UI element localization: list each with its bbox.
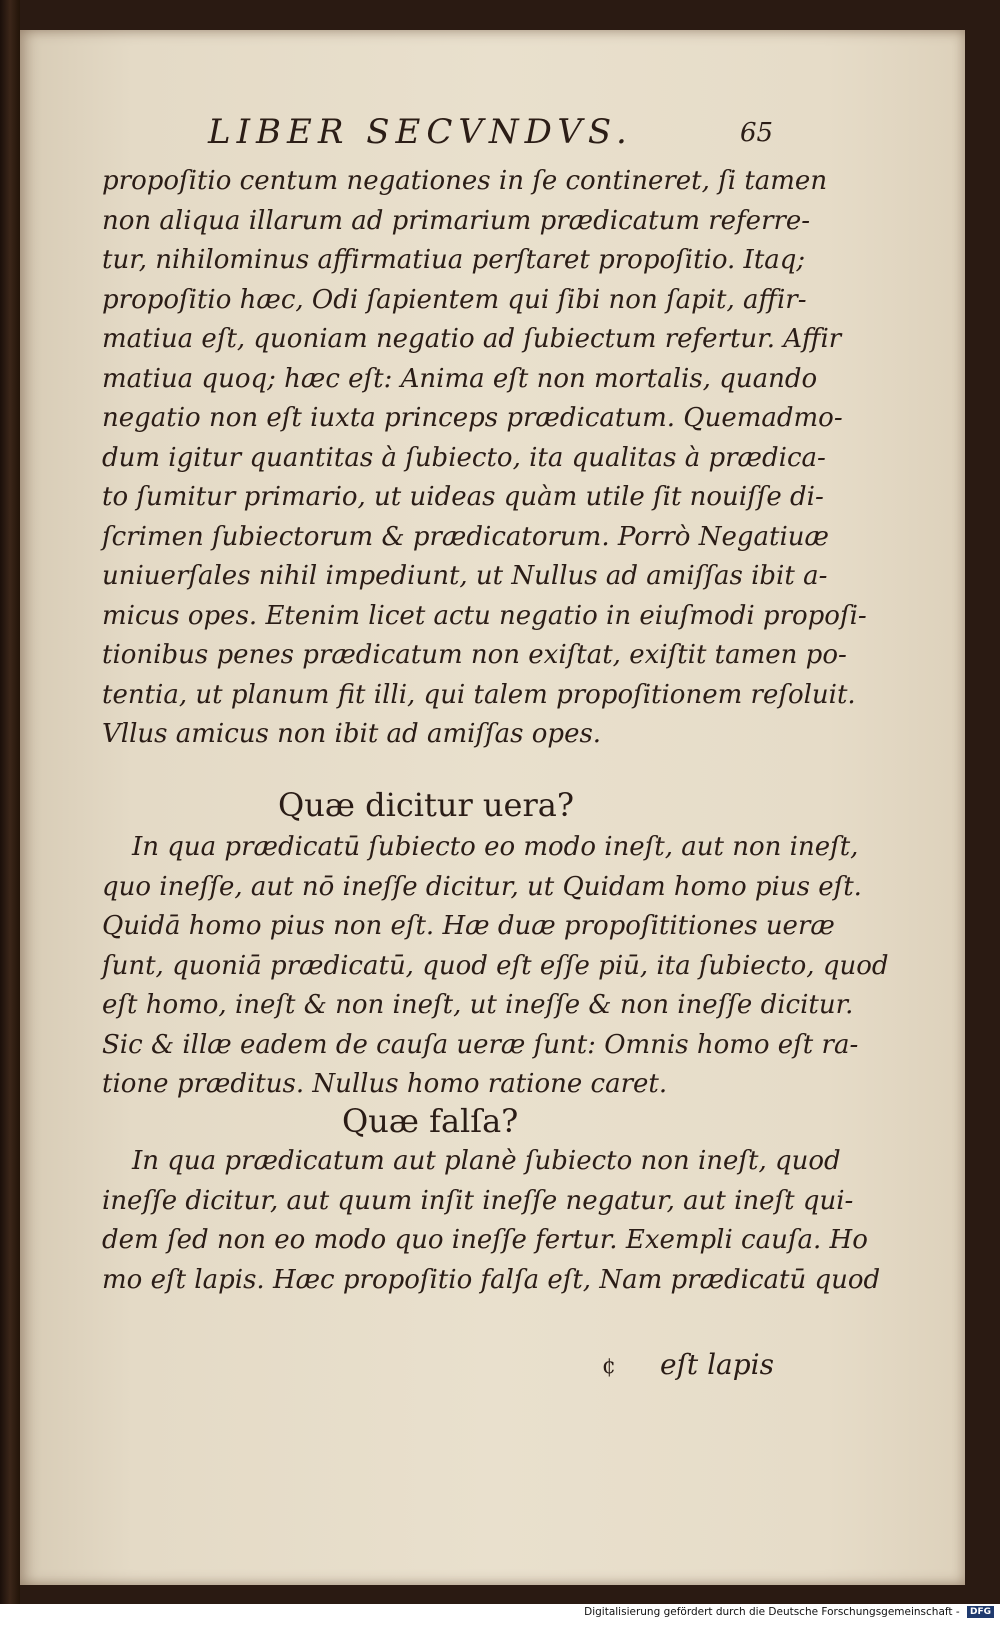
text-line: negatio non eſt iuxta princeps prædicatum. Quemadmo- — [102, 403, 843, 433]
text-line: Quidā homo pius non eſt. Hæ duæ propoſititiones ueræ — [102, 911, 835, 941]
text-line: uniuerſales nihil impediunt, ut Nullus ad amiſſas ibit a- — [102, 561, 828, 591]
signature-mark: ¢ — [602, 1354, 616, 1379]
text-line: dum igitur quantitas à ſubiecto, ita qualitas à prædica- — [102, 442, 826, 473]
digitization-credit — [584, 1606, 994, 1618]
text-line: ſcrimen ſubiectorum & prædicatorum. Porrò Negatiuæ — [102, 521, 829, 552]
text-line: tentia, ut planum fit illi, qui talem propoſitionem reſoluit. — [102, 679, 856, 710]
text-line: matiua eſt, quoniam negatio ad ſubiectum refertur. Affir — [102, 324, 842, 354]
text-line: micus opes. Etenim licet actu negatio in eiuſmodi propoſi- — [102, 600, 867, 631]
text-line: ineſſe dicitur, aut quum inſit ineſſe negatur, aut ineſt qui- — [102, 1185, 854, 1216]
book-binding-edge — [0, 0, 20, 1604]
paragraph-2 — [102, 828, 889, 1105]
text-line: non aliqua illarum ad primarium prædicatum referre- — [102, 205, 811, 236]
text-line: Sic & illæ eadem de cauſa ueræ ſunt: Omnis homo eſt ra- — [102, 1029, 859, 1060]
text-line: Vllus amicus non ibit ad amiſſas opes. — [102, 719, 602, 749]
text-line: propoſitio hæc, Odi ſapientem qui ſibi non ſapit, affir- — [102, 284, 807, 315]
paragraph-3 — [102, 1142, 881, 1300]
text-line: matiua quoq; hæc eſt: Anima eſt non mortalis, quando — [102, 363, 818, 394]
page-number: 65 — [740, 118, 774, 148]
text-line: to ſumitur primario, ut uideas quàm utile ſit nouiſſe di- — [102, 482, 824, 512]
paragraph-1 — [102, 162, 867, 755]
text-line: In qua prædicatum aut planè ſubiecto non ineſt, quod — [132, 1146, 841, 1176]
text-line: quo ineſſe, aut nō ineſſe dicitur, ut Quidam homo pius eſt. — [102, 871, 862, 902]
text-line: In qua prædicatū ſubiecto eo modo ineſt, aut non ineſt, — [132, 832, 859, 862]
book-page — [20, 30, 965, 1585]
text-line: eſt homo, ineſt & non ineſt, ut ineſſe & non ineſſe dicitur. — [102, 990, 854, 1020]
running-head: LIBER SECVNDVS. — [208, 112, 633, 152]
text-line: mo eſt lapis. Hæc propoſitio falſa eſt, Nam prædicatū quod — [102, 1264, 881, 1295]
text-line: tionibus penes prædicatum non exiſtat, exiſtit tamen po- — [102, 640, 847, 670]
text-line: ſunt, quoniā prædicatū, quod eſt eſſe piū, ita ſubiecto, quod — [102, 950, 889, 981]
dfg-logo[interactable]: DFG — [967, 1606, 994, 1618]
catchword: eſt lapis — [660, 1348, 774, 1381]
text-line: tione præditus. Nullus homo ratione caret. — [102, 1069, 668, 1099]
text-line: tur, nihilominus affirmatiua perſtaret propoſitio. Itaq; — [102, 245, 806, 275]
section-heading-true: Quæ dicitur uera? — [278, 786, 574, 824]
credit-text: Digitalisierung gefördert durch die Deutsche Forschungsgemeinschaft - — [584, 1606, 960, 1618]
section-heading-false: Quæ falſa? — [342, 1102, 519, 1140]
text-line: propoſitio centum negationes in ſe contineret, ſi tamen — [102, 166, 828, 196]
text-line: dem ſed non eo modo quo ineſſe fertur. Exempli cauſa. Ho — [102, 1225, 868, 1255]
